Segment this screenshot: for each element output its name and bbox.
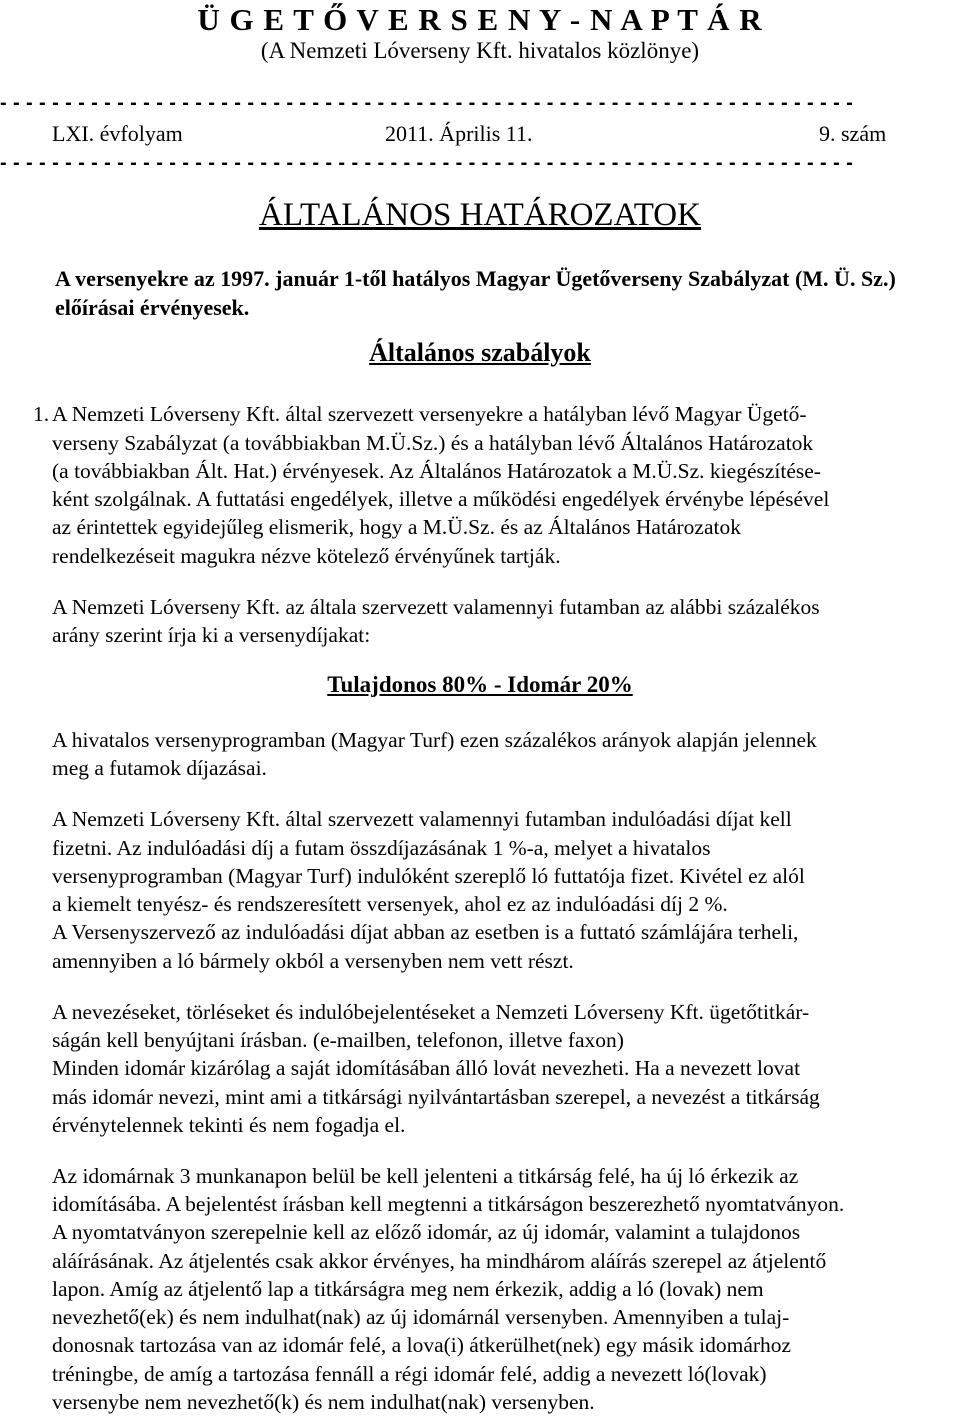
body-line: versenybe nem nevezhető(k) és nem indulhat(nak) versenyben. [52, 1390, 595, 1414]
intro-line: előírásai érvényesek. [55, 295, 250, 320]
body-line: idomításába. A bejelentést írásban kell megtenni a titkárságon beszerezhető nyomtatványon. [52, 1192, 845, 1216]
dash-separator-top: - - - - - - - - - - - - - - - - - - - - - - - - - - - - - - - - - - - - - - - - - - - - - - - - - - - - - - - - - - - - - - - - - - [0, 92, 854, 114]
item-number: 1. [33, 402, 50, 426]
body-line: arány szerint írja ki a versenydíjakat: [52, 623, 371, 647]
body-line: (a továbbiakban Ált. Hat.) érvényesek. Az Általános Határozatok a M.Ü.Sz. kiegészítése- [52, 459, 821, 483]
intro-line: A versenyekre az 1997. január 1-től hatályos Magyar Ügetőverseny Szabályzat (M. Ü. Sz.) [55, 266, 896, 291]
page-heading: ÁLTALÁNOS HATÁROZATOK [259, 197, 701, 233]
body-line: más idomár nevezi, mint ami a titkársági nyilvántartásban szerepel, a nevezést a titkárság [52, 1085, 820, 1109]
body-line: A Nemzeti Lóverseny Kft. az általa szervezett valamennyi futamban az alábbi százalékos [52, 595, 820, 619]
body-line: A Nemzeti Lóverseny Kft. által szervezett valamennyi futamban indulóadási díjat kell [52, 807, 792, 831]
body-line: A hivatalos versenyprogramban (Magyar Turf) ezen százalékos arányok alapján jelennek [52, 728, 817, 752]
body-line: fizetni. Az indulóadási díj a futam összdíjazásának 1 %-a, melyet a hivatalos [52, 836, 711, 860]
body-line: Az idomárnak 3 munkanapon belül be kell jelenteni a titkárság felé, ha új ló érkezik az [52, 1164, 799, 1188]
dash-separator-bottom: - - - - - - - - - - - - - - - - - - - - - - - - - - - - - - - - - - - - - - - - - - - - - - - - - - - - - - - - - - - - - - - - - - [0, 152, 854, 174]
body-line: amennyiben a ló bármely okból a versenyben nem vett részt. [52, 949, 574, 973]
body-line: az érintettek egyidejűleg elismerik, hogy a M.Ü.Sz. és az Általános Határozatok [52, 515, 741, 539]
body-line: Minden idomár kizárólag a saját idomításában álló lovát nevezheti. Ha a nevezett lovat [52, 1056, 801, 1080]
body-line: verseny Szabályzat (a továbbiakban M.Ü.Sz.) és a hatályban lévő Általános Határozatok [52, 431, 814, 455]
body-line: lapon. Amíg az átjelentő lap a titkárságra meg nem érkezik, addig a ló (lovak) nem [52, 1277, 764, 1301]
body-line: versenyprogramban (Magyar Turf) indulóként szereplő ló futtatója fizet. Kivétel ez alól [52, 864, 805, 888]
body-line: nevezhető(ek) és nem indulhat(nak) az új idomárnál versenyben. Amennyiben a tulaj- [52, 1305, 790, 1329]
body-line: rendelkezéseit magukra nézve kötelező érvényűnek tartják. [52, 544, 561, 568]
body-line: meg a futamok díjazásai. [52, 756, 267, 780]
body-line: A Versenyszervező az indulóadási díjat abban az esetben is a futtató számlájára terheli, [52, 920, 799, 944]
body-line: a kiemelt tenyész- és rendszeresített versenyek, ahol ez az indulóadási díj 2 %. [52, 892, 728, 916]
body-line: A Nemzeti Lóverseny Kft. által szervezett versenyekre a hatályban lévő Magyar Ügető- [52, 402, 807, 426]
body-line: A nevezéseket, törléseket és indulóbejelentéseket a Nemzeti Lóverseny Kft. ügetőtitkár- [52, 1000, 810, 1024]
body-line: ként szolgálnak. A futtatási engedélyek, illetve a működési engedélyek érvénybe lépésével [52, 487, 830, 511]
body-line: donosnak tartozása van az idomár felé, a lova(i) átkerülhet(nek) egy másik idomárhoz [52, 1333, 792, 1357]
ownership-share: Tulajdonos 80% - Idomár 20% [327, 672, 633, 697]
section-title: Általános szabályok [369, 338, 591, 367]
body-line: érvénytelennek tekinti és nem fogadja el. [52, 1113, 406, 1137]
body-line: aláírásának. Az átjelentés csak akkor érvényes, ha mindhárom aláírás szerepel az átjelentő [52, 1249, 827, 1273]
issue-volume: LXI. évfolyam [52, 121, 183, 146]
issue-number: 9. szám [819, 121, 887, 146]
masthead-title: Ü G E T Ő V E R S E N Y - N A P T Á R [197, 2, 763, 37]
masthead-subtitle: (A Nemzeti Lóverseny Kft. hivatalos közlönye) [260, 38, 700, 63]
body-line: A nyomtatványon szerepelnie kell az előző idomár, az új idomár, valamint a tulajdonos [52, 1220, 801, 1244]
issue-date: 2011. Április 11. [385, 121, 533, 146]
body-line: tréningbe, de amíg a tartozása fennáll a régi idomár felé, addig a nevezett ló(lovak) [52, 1362, 767, 1386]
body-line: ságán kell benyújtani írásban. (e-mailben, telefonon, illetve faxon) [52, 1028, 624, 1052]
